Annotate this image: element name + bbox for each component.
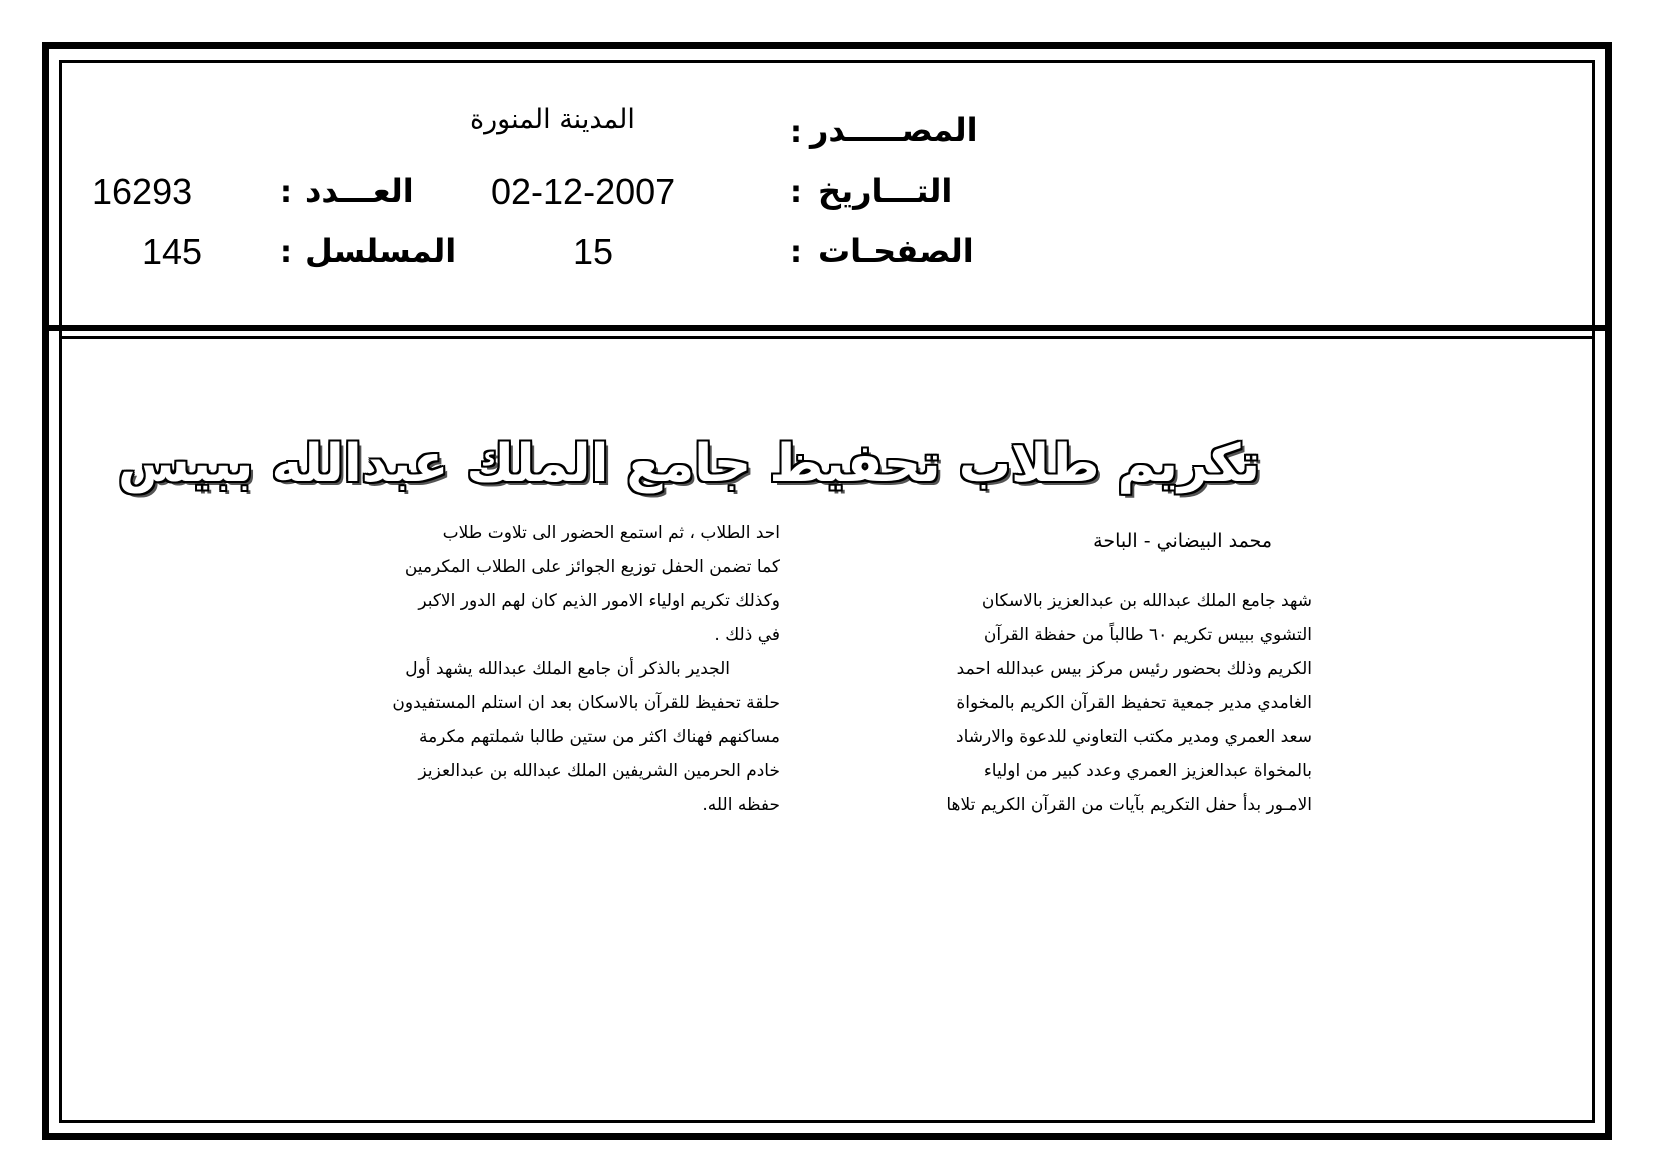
serial-colon: :: [280, 235, 292, 270]
pages-colon: :: [790, 235, 802, 270]
paragraph-line: مساكنهم فهناك اكثر من ستين طالبا شملتهم مكرمة: [418, 727, 780, 747]
paragraph-line: الجدير بالذكر أن جامع الملك عبدالله يشهد أول: [405, 659, 730, 679]
article-byline: محمد البيضاني - الباحة: [1093, 530, 1272, 552]
paragraph-line: حفظه الله.: [702, 795, 780, 815]
serial-label: المسلسل: [305, 232, 457, 270]
article-headline: تكريم طلاب تحفيظ جامع الملك عبدالله ببيس: [117, 434, 1260, 494]
pages-label: الصفحـات: [818, 232, 974, 270]
article-column-left: [280, 525, 780, 835]
paragraph-line: شهد جامع الملك عبدالله بن عبدالعزيز بالاسكان: [981, 591, 1312, 611]
paragraph-line: حلقة تحفيظ للقرآن بالاسكان بعد ان استلم المستفيدون: [392, 693, 780, 713]
date-value: 02-12-2007: [491, 171, 676, 212]
article-column-right: [812, 593, 1312, 833]
paragraph-line: وكذلك تكريم اولياء الامور الذيم كان لهم الدور الاكبر: [418, 591, 780, 611]
paragraph-line: كما تضمن الحفل توزيع الجوائز على الطلاب المكرمين: [404, 557, 780, 577]
serial-value: 145: [142, 231, 203, 272]
header-divider: [49, 325, 1605, 331]
header-divider-thin: [59, 336, 1595, 339]
source-value: المدينة المنورة: [470, 104, 635, 135]
pages-value: 15: [573, 231, 614, 272]
paragraph-line: خادم الحرمين الشريفين الملك عبدالله بن عبدالعزيز: [418, 761, 780, 781]
date-label: التـــاريخ: [818, 172, 953, 210]
source-label: المصـــــدر: [810, 111, 978, 149]
paragraph-line: الغامدي مدير جمعية تحفيظ القرآن الكريم بالمخواة: [956, 693, 1312, 713]
paragraph-line: سعد العمري ومدير مكتب التعاوني للدعوة والارشاد: [956, 727, 1312, 747]
paragraph-line: التشوي ببيس تكريم ٦٠ طالباً من حفظة القرآن: [983, 625, 1312, 645]
source-colon: :: [790, 115, 802, 150]
paragraph-line: الامـور بدأ حفل التكريم بآيات من القرآن الكريم تلاها: [946, 795, 1312, 815]
paragraph-line: بالمخواة عبدالعزيز العمري وعدد كبير من اولياء: [983, 761, 1312, 781]
date-colon: :: [790, 175, 802, 210]
issue-colon: :: [280, 175, 292, 210]
paragraph-line: احد الطلاب ، ثم استمع الحضور الى تلاوت طلاب: [442, 523, 780, 543]
paragraph-line: في ذلك .: [714, 625, 780, 645]
issue-value: 16293: [92, 171, 193, 212]
issue-label: العـــدد: [305, 172, 414, 210]
paragraph-line: الكريم وذلك بحضور رئيس مركز بيس عبدالله احمد: [956, 659, 1312, 679]
